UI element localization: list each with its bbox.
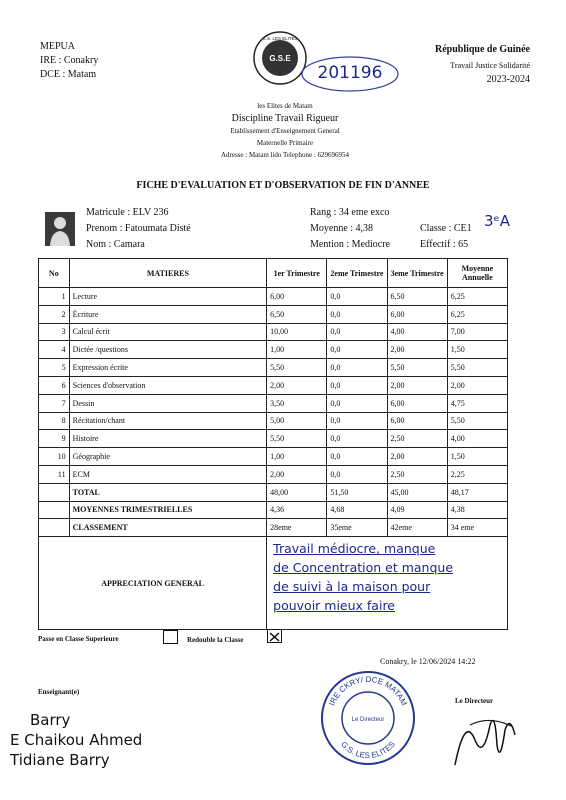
row-subject: Dictée /questions xyxy=(69,341,267,359)
directeur-signature xyxy=(445,705,525,770)
passe-label: Passe en Classe Superieure xyxy=(38,635,119,643)
row-avg: 1,50 xyxy=(447,341,507,359)
row-avg: 4,75 xyxy=(447,394,507,412)
row-t2: 0,0 xyxy=(327,341,387,359)
seal-center-text: Le Directeur xyxy=(351,717,385,723)
table-header-row xyxy=(39,259,508,288)
total-t1: 48,00 xyxy=(267,483,327,501)
school-address: Adresse : Matam lido Telephone : 629696954 xyxy=(220,151,350,159)
header-t3: 3eme Trimestre xyxy=(387,259,447,288)
row-t2: 0,0 xyxy=(327,430,387,448)
row-no: 3 xyxy=(39,323,70,341)
row-t1: 1,00 xyxy=(267,341,327,359)
row-avg: 6,25 xyxy=(447,305,507,323)
country-name: République de Guinée xyxy=(434,44,530,55)
directeur-label: Le Directeur xyxy=(455,697,494,705)
seal-bottom-text: G.S. LES ELITES xyxy=(339,739,397,761)
ministry-name: MEPUA xyxy=(40,41,76,52)
grades-table xyxy=(38,258,508,630)
total-label: TOTAL xyxy=(69,483,267,501)
row-t3: 2,00 xyxy=(387,376,447,394)
table-row xyxy=(39,323,508,341)
student-nom: Nom : Camara xyxy=(86,239,145,250)
row-t3: 2,00 xyxy=(387,448,447,466)
moyennes-label: MOYENNES TRIMESTRIELLES xyxy=(69,501,267,519)
appreciation-line-2: de Concentration et manque xyxy=(273,560,454,576)
student-prenom xyxy=(86,221,191,237)
row-no: 8 xyxy=(39,412,70,430)
appreciation-line-1: Travail médiocre, manque xyxy=(273,541,436,557)
prenom-value: Fatoumata Disté xyxy=(124,223,191,234)
logo-ring-text: G.S. LES ELITES xyxy=(262,36,298,41)
row-no: 5 xyxy=(39,359,70,377)
row-subject: ECM xyxy=(69,465,267,483)
student-effectif: Effectif : 65 xyxy=(420,239,469,250)
school-info xyxy=(150,102,420,159)
row-t1: 2,00 xyxy=(267,376,327,394)
page-title: FICHE D'EVALUATION ET D'OBSERVATION DE FIN D'ANNEE xyxy=(136,180,430,191)
row-t2: 0,0 xyxy=(327,359,387,377)
prenom-label: Prenom : xyxy=(86,223,123,234)
row-t3: 6,00 xyxy=(387,412,447,430)
row-t3: 4,00 xyxy=(387,323,447,341)
redouble-checkbox[interactable] xyxy=(267,629,282,643)
moyennes-t2: 4,68 xyxy=(327,501,387,519)
student-classe: Classe : CE1 xyxy=(420,223,472,234)
enseignant-hand-line-2: E Chaikou Ahmed xyxy=(10,731,143,749)
table-row xyxy=(39,412,508,430)
row-t3: 2,50 xyxy=(387,465,447,483)
classement-t1: 28eme xyxy=(267,519,327,537)
passe-checkbox[interactable] xyxy=(163,630,178,644)
ire-name: IRE : Conakry xyxy=(40,55,99,66)
row-avg: 2,25 xyxy=(447,465,507,483)
redouble-label: Redouble la Classe xyxy=(187,636,244,644)
header-t1: 1er Trimestre xyxy=(267,259,327,288)
table-row xyxy=(39,359,508,377)
row-t1: 6,50 xyxy=(267,305,327,323)
row-subject: Expression écrite xyxy=(69,359,267,377)
row-t2: 0,0 xyxy=(327,448,387,466)
table-row xyxy=(39,465,508,483)
student-moyenne: Moyenne : 4,38 xyxy=(310,223,374,234)
school-name: les Elites de Matam xyxy=(257,102,313,110)
row-t3: 5,50 xyxy=(387,359,447,377)
row-t2: 0,0 xyxy=(327,465,387,483)
row-avg: 5,50 xyxy=(447,412,507,430)
row-t3: 6,00 xyxy=(387,394,447,412)
row-no: 6 xyxy=(39,376,70,394)
classement-t3: 42eme xyxy=(387,519,447,537)
student-rang: Rang : 34 eme exco xyxy=(310,207,390,218)
check-cross-icon xyxy=(268,631,281,643)
appreciation-line-4: pouvoir mieux faire xyxy=(273,598,395,614)
row-t2: 0,0 xyxy=(327,323,387,341)
row-no: 4 xyxy=(39,341,70,359)
row-t1: 3,50 xyxy=(267,394,327,412)
header-matieres: MATIERES xyxy=(69,259,267,288)
school-type: Etablissement d'Enseignement General xyxy=(230,127,340,135)
header-left xyxy=(40,40,98,82)
enseignant-hand-line-3: Tidiane Barry xyxy=(10,751,110,769)
issue-date: Conakry, le 12/06/2024 14:22 xyxy=(380,657,476,666)
moyennes-t3: 4,09 xyxy=(387,501,447,519)
row-t3: 2,50 xyxy=(387,430,447,448)
row-subject: Calcul écrit xyxy=(69,323,267,341)
enseignant-signature xyxy=(10,710,142,770)
student-matricule: Matricule : ELV 236 xyxy=(86,207,169,218)
row-no: 2 xyxy=(39,305,70,323)
row-t1: 5,50 xyxy=(267,430,327,448)
header-avg: Moyenne Annuelle xyxy=(447,259,507,288)
school-year: 2023-2024 xyxy=(486,74,530,85)
row-t1: 6,00 xyxy=(267,288,327,306)
school-motto: Discipline Travail Rigueur xyxy=(231,113,339,124)
class-handwritten-note: 3ᵉA xyxy=(484,212,511,230)
row-subject: Dessin xyxy=(69,394,267,412)
row-t3: 6,00 xyxy=(387,305,447,323)
table-row xyxy=(39,430,508,448)
school-level: Maternelle Primaire xyxy=(256,139,314,147)
total-t3: 45,00 xyxy=(387,483,447,501)
row-subject: Géographie xyxy=(69,448,267,466)
student-info xyxy=(86,205,191,253)
moyennes-avg: 4,38 xyxy=(447,501,507,519)
header-no: No xyxy=(39,259,70,288)
total-row xyxy=(39,483,508,501)
row-subject: Récitation/chant xyxy=(69,412,267,430)
table-row xyxy=(39,376,508,394)
row-avg: 4,00 xyxy=(447,430,507,448)
row-t2: 0,0 xyxy=(327,288,387,306)
row-no: 10 xyxy=(39,448,70,466)
table-row xyxy=(39,341,508,359)
stamp-number xyxy=(300,54,400,94)
appreciation-row xyxy=(39,537,508,630)
country-motto: Travail Justice Solidarité xyxy=(450,61,530,70)
row-t1: 2,00 xyxy=(267,465,327,483)
row-t1: 5,50 xyxy=(267,359,327,377)
row-t1: 1,00 xyxy=(267,448,327,466)
moyennes-t1: 4,36 xyxy=(267,501,327,519)
row-subject: Histoire xyxy=(69,430,267,448)
row-no: 11 xyxy=(39,465,70,483)
row-avg: 6,25 xyxy=(447,288,507,306)
row-t3: 6,50 xyxy=(387,288,447,306)
row-t2: 0,0 xyxy=(327,394,387,412)
enseignant-label: Enseignant(e) xyxy=(38,688,80,696)
table-row xyxy=(39,288,508,306)
appreciation-label: APPRECIATION GENERAL xyxy=(39,537,267,630)
student-class-info xyxy=(420,221,472,253)
row-t2: 0,0 xyxy=(327,376,387,394)
classement-t2: 35eme xyxy=(327,519,387,537)
row-no: 9 xyxy=(39,430,70,448)
row-t1: 5,00 xyxy=(267,412,327,430)
table-row xyxy=(39,448,508,466)
row-t1: 10,00 xyxy=(267,323,327,341)
logo-text: G.S.E xyxy=(269,54,291,63)
header-t2: 2eme Trimestre xyxy=(327,259,387,288)
enseignant-hand-line-1: Barry xyxy=(30,711,71,729)
table-row xyxy=(39,394,508,412)
svg-text:G.S. LES ELITES xyxy=(339,740,397,760)
row-avg: 1,50 xyxy=(447,448,507,466)
row-avg: 2,00 xyxy=(447,376,507,394)
classement-label: CLASSEMENT xyxy=(69,519,267,537)
student-rank-info xyxy=(310,205,390,253)
row-t2: 0,0 xyxy=(327,412,387,430)
row-t3: 2,00 xyxy=(387,341,447,359)
row-t2: 0,0 xyxy=(327,305,387,323)
classement-avg: 34 eme xyxy=(447,519,507,537)
row-subject: Écriture xyxy=(69,305,267,323)
svg-text:IRE CKRY/ DCE MATAM xyxy=(327,675,408,707)
stamp-number-text: 201196 xyxy=(317,63,383,83)
table-row xyxy=(39,305,508,323)
student-mention: Mention : Mediocre xyxy=(310,239,390,250)
director-seal xyxy=(318,668,418,768)
row-subject: Sciences d'observation xyxy=(69,376,267,394)
student-photo xyxy=(45,212,75,246)
appreciation-text xyxy=(267,537,508,630)
row-avg: 5,50 xyxy=(447,359,507,377)
total-avg: 48,17 xyxy=(447,483,507,501)
dce-name: DCE : Matam xyxy=(40,69,97,80)
seal-top-text: IRE CKRY/ DCE MATAM xyxy=(327,674,409,708)
moyennes-row xyxy=(39,501,508,519)
total-t2: 51,50 xyxy=(327,483,387,501)
row-avg: 7,00 xyxy=(447,323,507,341)
classement-row xyxy=(39,519,508,537)
header-right xyxy=(410,44,530,85)
row-subject: Lecture xyxy=(69,288,267,306)
row-no: 7 xyxy=(39,394,70,412)
row-no: 1 xyxy=(39,288,70,306)
appreciation-line-3: de suivi à la maison pour xyxy=(273,579,431,595)
